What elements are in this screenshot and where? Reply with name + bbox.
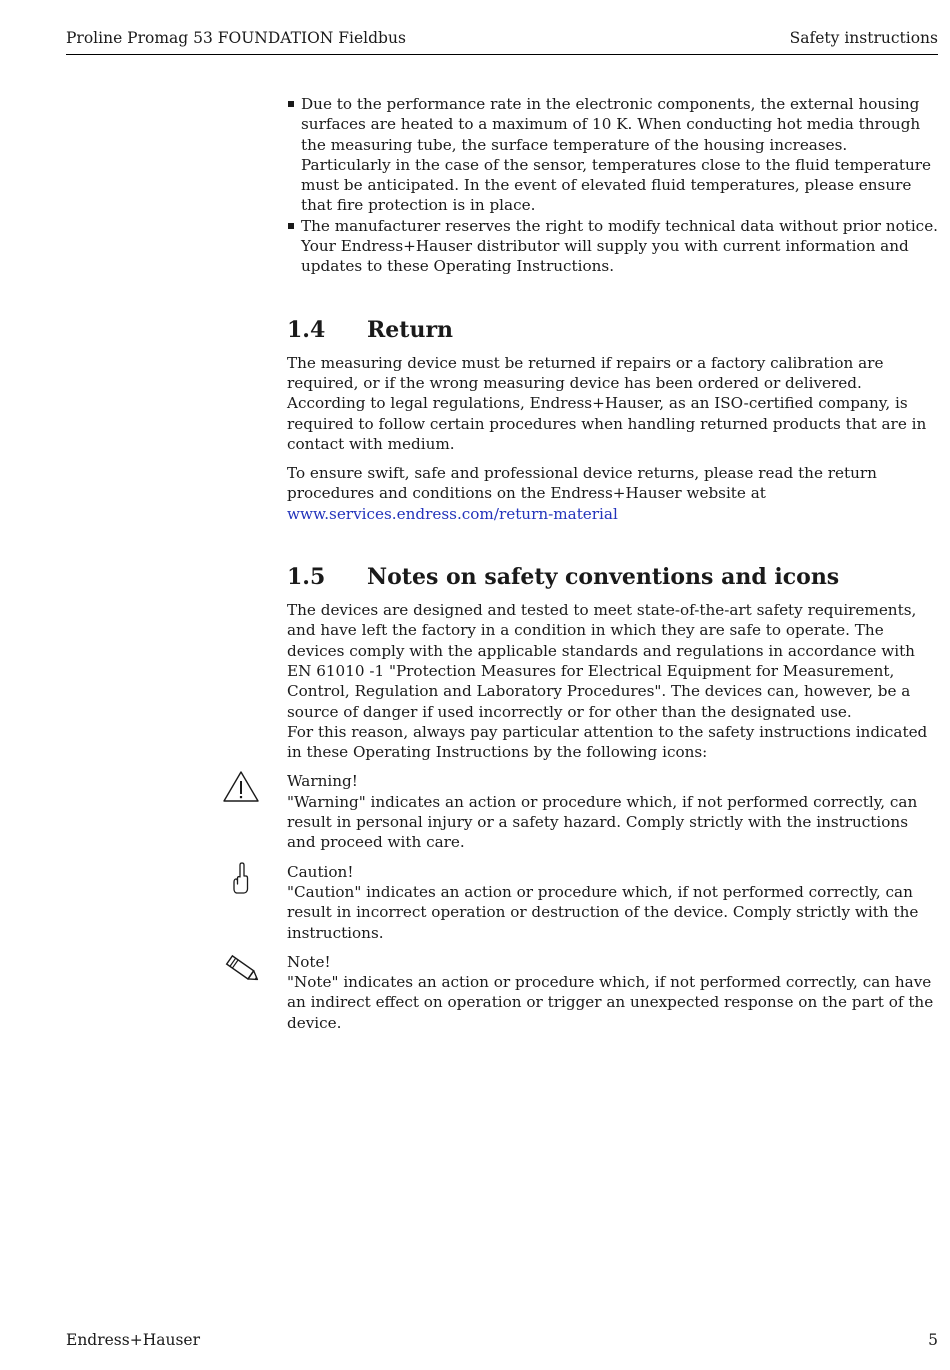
return-material-link[interactable]: www.services.endress.com/return-material xyxy=(287,504,618,523)
section-title: Return xyxy=(367,316,454,343)
warning-block xyxy=(287,771,939,852)
company-name: Endress+Hauser xyxy=(66,1331,200,1349)
chapter-title: Safety instructions xyxy=(789,29,938,47)
list-item: Due to the performance rate in the electronic components, the external housing surfaces are heated to a maximum of 10 K. When conducting hot media through the measuring tube, the surface temperature of the housing increases. Particularly in the case of the sensor, temperatures close to the fluid temperature must be anticipated. In the event of elevated fluid temperatures, please ensure that fire protection is in place. xyxy=(287,94,939,216)
page-number: 5 xyxy=(928,1331,938,1349)
pencil-icon xyxy=(221,950,261,986)
safety-paragraph: The devices are designed and tested to meet state-of-the-art safety requirements, and have left the factory in a condition in which they are safe to operate. The devices comply with the applicable standards and regulations in accordance with EN 61010 -1 "Protection Measures for Electrical Equipment for Measurement, Control, Regulation and Laboratory Procedures". The devices can, however, be a source of danger if used incorrectly or for other than the designated use. xyxy=(287,601,917,721)
main-content xyxy=(287,94,939,1033)
caution-block xyxy=(287,862,939,943)
section-heading-safety xyxy=(287,564,939,590)
return-procedure-paragraph xyxy=(287,463,939,524)
section-heading-return xyxy=(287,317,939,343)
bullet-list xyxy=(287,94,939,277)
warning-triangle-icon xyxy=(221,769,261,805)
note-text: "Note" indicates an action or procedure which, if not performed correctly, can have an indirect effect on operation or trigger an unexpected response on the part of the device. xyxy=(287,973,934,1032)
list-item: The manufacturer reserves the right to modify technical data without prior notice. Your Endress+Hauser distributor will supply you with current information and updates to these Operating Instructions. xyxy=(287,216,939,277)
caution-title: Caution! xyxy=(287,862,354,881)
note-block xyxy=(287,952,939,1033)
safety-icons-intro: For this reason, always pay particular attention to the safety instructions indicated in these Operating Instructions by the following icons: xyxy=(287,722,928,762)
return-procedure-text: To ensure swift, safe and professional device returns, please read the return procedures and conditions on the Endress+Hauser website at xyxy=(287,464,877,503)
caution-text: "Caution" indicates an action or procedure which, if not performed correctly, can result in incorrect operation or destruction of the device. Comply strictly with the instructions. xyxy=(287,882,919,942)
note-title: Note! xyxy=(287,952,331,971)
warning-text: "Warning" indicates an action or procedure which, if not performed correctly, can result in personal injury or a safety hazard. Comply strictly with the instructions and proceed with care. xyxy=(287,792,918,852)
raised-finger-hand-icon xyxy=(221,860,261,896)
document-title: Proline Promag 53 FOUNDATION Fieldbus xyxy=(66,29,406,47)
section-number: 1.4 xyxy=(287,316,326,343)
page-header xyxy=(66,28,938,55)
return-paragraph: The measuring device must be returned if repairs or a factory calibration are required, or if the wrong measuring device has been ordered or delivered. According to legal regulations, Endress+Hauser, as an ISO-certified company, is required to follow certain procedures when handling returned products that are in contact with medium. xyxy=(287,353,927,453)
warning-title: Warning! xyxy=(287,772,358,791)
section-title: Notes on safety conventions and icons xyxy=(367,564,840,591)
section-number: 1.5 xyxy=(287,564,326,591)
